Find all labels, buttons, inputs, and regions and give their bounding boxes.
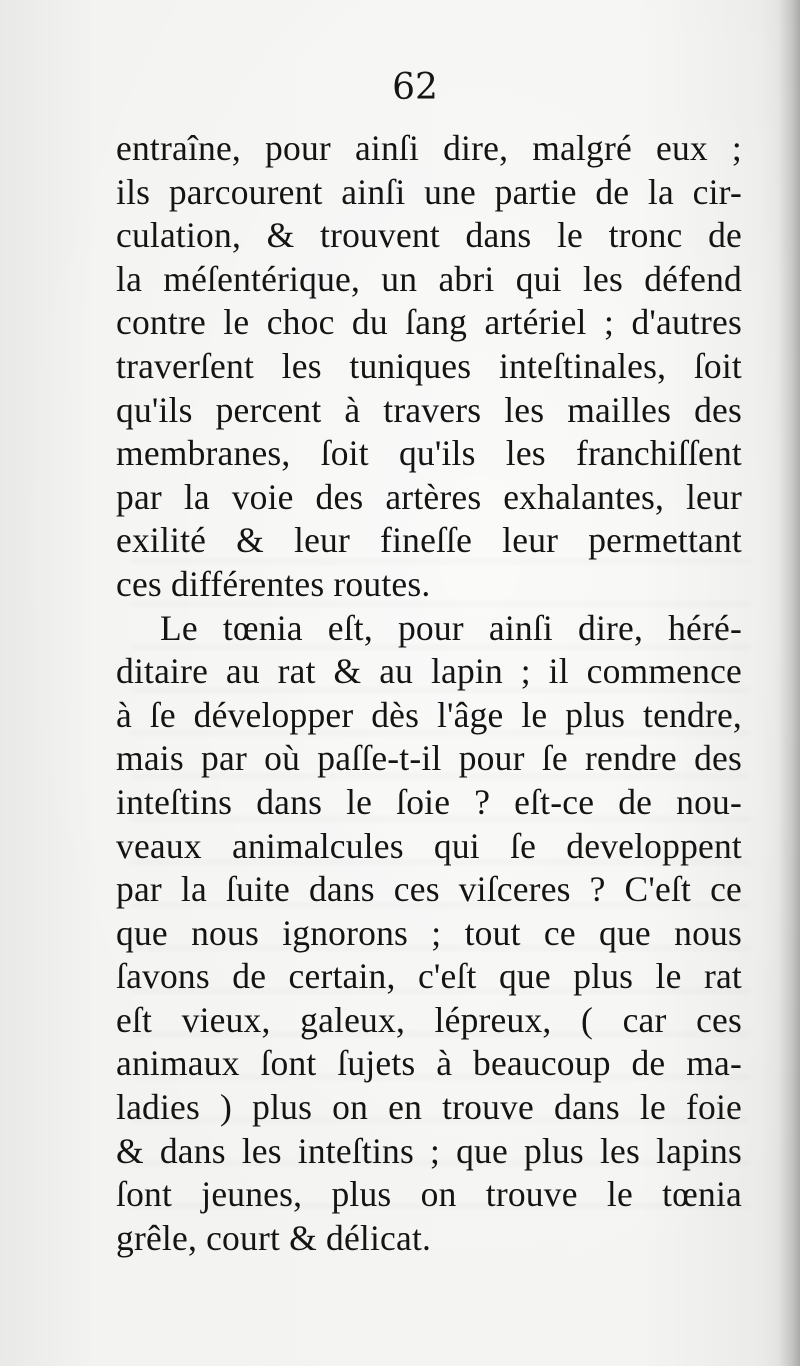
text-line: à ſe développer dès l'âge le plus tendre, <box>116 694 742 735</box>
text-line: qu'ils percent à travers les mailles des <box>116 389 742 430</box>
text-line: par la voie des artères exhalantes, leur <box>116 476 742 517</box>
text-line: ditaire au rat & au lapin ; il commence <box>116 651 742 692</box>
paragraph-end-line: ces différentes routes. <box>116 563 431 604</box>
text-line: exilité & leur fineſſe leur permettant <box>116 520 742 561</box>
text-line: ils parcourent ainſi une partie de la cir- <box>116 171 742 212</box>
page-edge-shadow <box>778 0 800 1366</box>
text-line: mais par où paſſe-t-il pour ſe rendre des <box>116 738 742 779</box>
text-line: & dans les inteſtins ; que plus les lapins <box>116 1130 742 1171</box>
text-line: inteſtins dans le ſoie ? eſt-ce de nou- <box>116 781 742 822</box>
text-line: ſavons de certain, c'eſt que plus le rat <box>116 956 742 997</box>
paragraph-end-line: grêle, court & délicat. <box>116 1217 432 1258</box>
text-line: par la ſuite dans ces viſceres ? C'eſt ce <box>116 869 742 910</box>
text-line: la méſentérique, un abri qui les défend <box>116 258 742 299</box>
text-line: ſont jeunes, plus on trouve le tœnia <box>116 1174 742 1215</box>
text-line: veaux animalcules qui ſe developpent <box>116 825 742 866</box>
page-number: 62 <box>392 67 438 108</box>
text-line: ladies ) plus on en trouve dans le foie <box>116 1087 742 1128</box>
paragraph-start-line: Le tœnia eſt, pour ainſi dire, héré- <box>160 607 742 648</box>
body-text <box>116 127 742 1260</box>
text-line: culation, & trouvent dans le tronc de <box>116 215 742 256</box>
text-line: contre le choc du ſang artériel ; d'autres <box>116 302 742 343</box>
text-line: entraîne, pour ainſi dire, malgré eux ; <box>116 128 742 168</box>
text-line: que nous ignorons ; tout ce que nous <box>116 912 742 953</box>
text-line: membranes, ſoit qu'ils les franchiſſent <box>116 433 742 474</box>
text-line: traverſent les tuniques inteſtinales, ſoit <box>116 345 742 386</box>
text-line: eſt vieux, galeux, lépreux, ( car ces <box>116 999 742 1040</box>
text-line: animaux ſont ſujets à beaucoup de ma- <box>116 1043 742 1084</box>
